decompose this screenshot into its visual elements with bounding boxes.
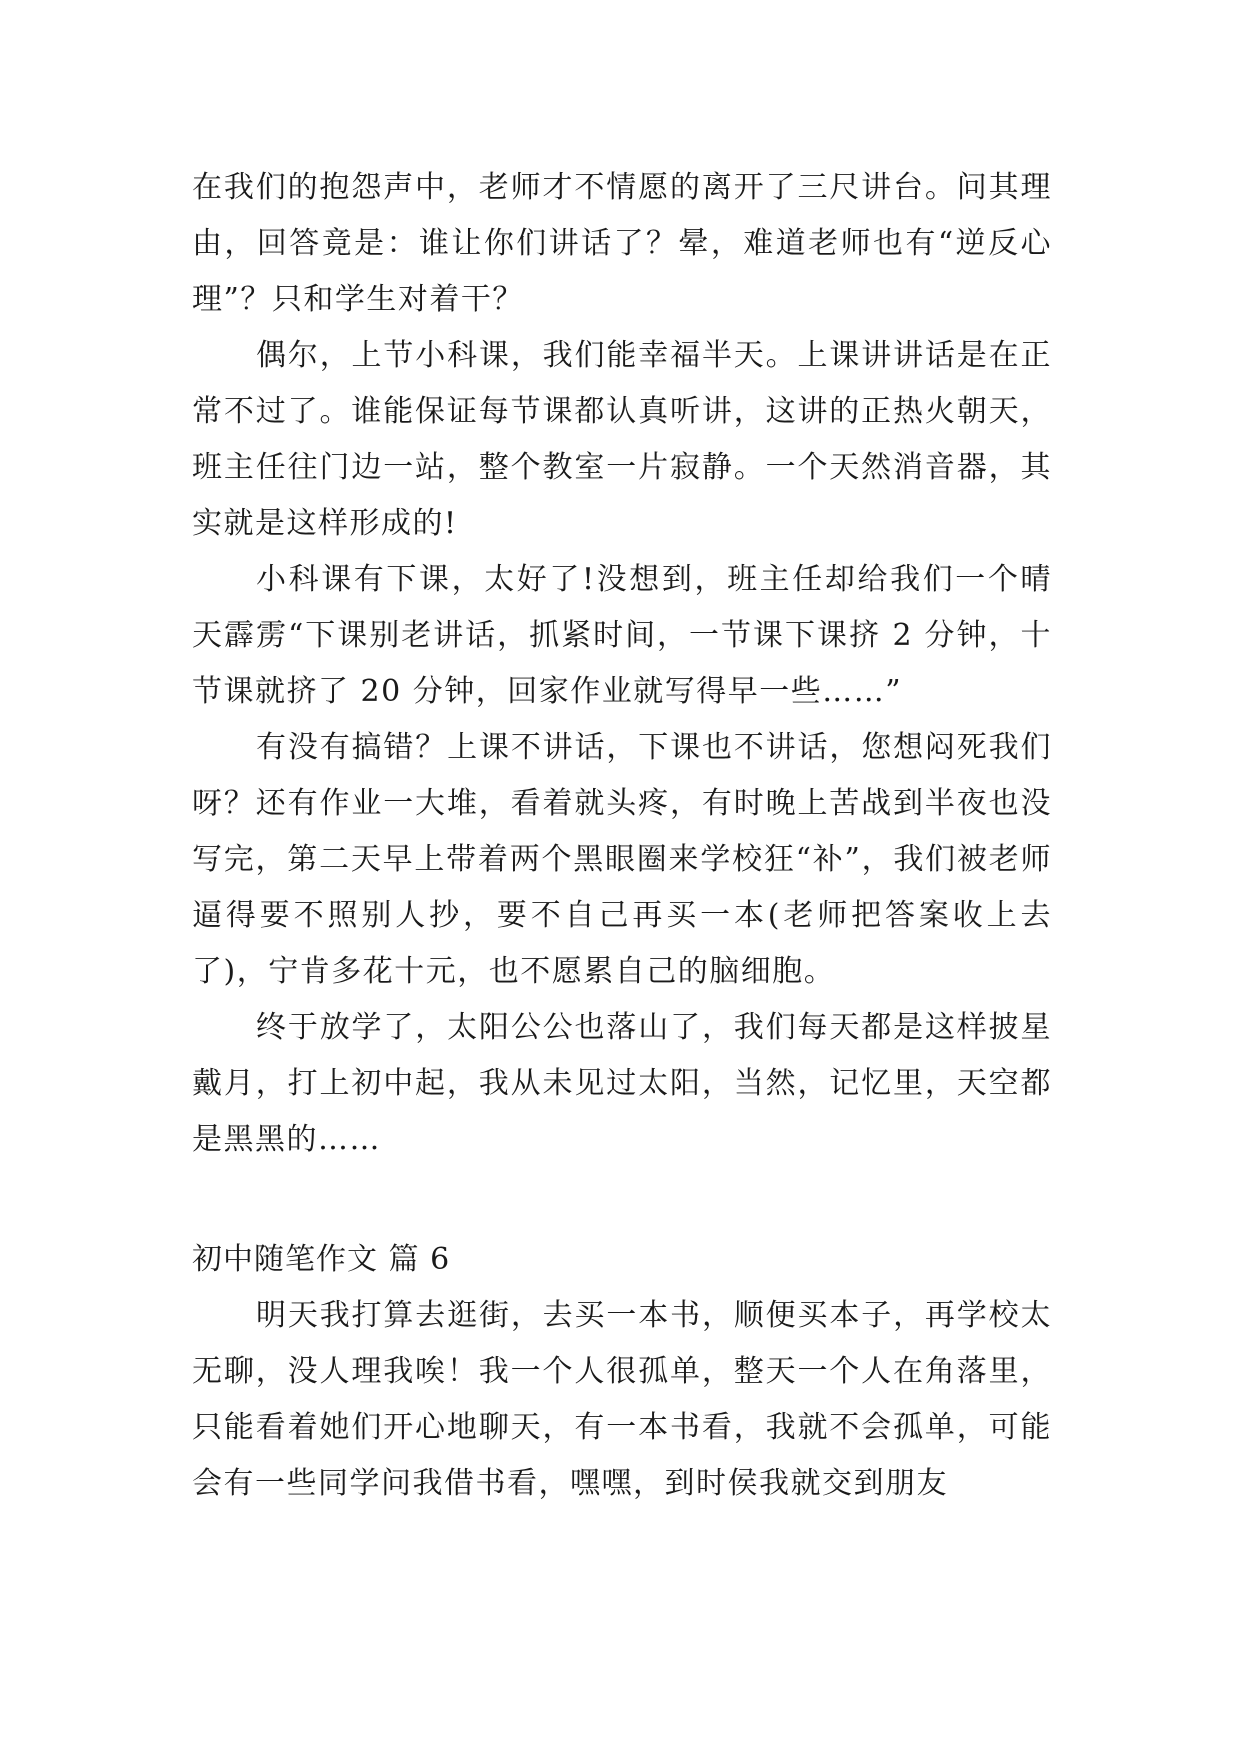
paragraph: 在我们的抱怨声中，老师才不情愿的离开了三尺讲台。问其理由，回答竟是：谁让你们讲话了？晕，难道老师也有“逆反心理”？只和学生对着干？ [192, 170, 1052, 317]
paragraph: 明天我打算去逛街，去买一本书，顺便买本子，再学校太无聊，没人理我唉！我一个人很孤单，整天一个人在角落里，只能看着她们开心地聊天，有一本书看，我就不会孤单，可能会有一些同学问我借书看，嘿嘿，到时侯我就交到朋友 [192, 1298, 1052, 1501]
document-body [192, 160, 1052, 1512]
section-heading: 初中随笔作文 篇 6 [192, 1242, 451, 1277]
paragraph: 小科课有下课，太好了!没想到，班主任却给我们一个晴天霹雳“下课别老讲话，抓紧时间，一节课下课挤 2 分钟，十节课就挤了 20 分钟，回家作业就写得早一些……” [192, 562, 1052, 709]
paragraph: 偶尔，上节小科课，我们能幸福半天。上课讲讲话是在正常不过了。谁能保证每节课都认真听讲，这讲的正热火朝天，班主任往门边一站，整个教室一片寂静。一个天然消音器，其实就是这样形成的! [192, 338, 1052, 541]
section-spacer [192, 1168, 1052, 1232]
paragraph: 有没有搞错？上课不讲话，下课也不讲话，您想闷死我们呀？还有作业一大堆，看着就头疼，有时晚上苦战到半夜也没写完，第二天早上带着两个黑眼圈来学校狂“补”，我们被老师逼得要不照别人抄，要不自己再买一本(老师把答案收上去了)，宁肯多花十元，也不愿累自己的脑细胞。 [192, 730, 1052, 989]
paragraph: 终于放学了，太阳公公也落山了，我们每天都是这样披星戴月，打上初中起，我从未见过太阳，当然，记忆里，天空都是黑黑的…… [192, 1010, 1052, 1157]
